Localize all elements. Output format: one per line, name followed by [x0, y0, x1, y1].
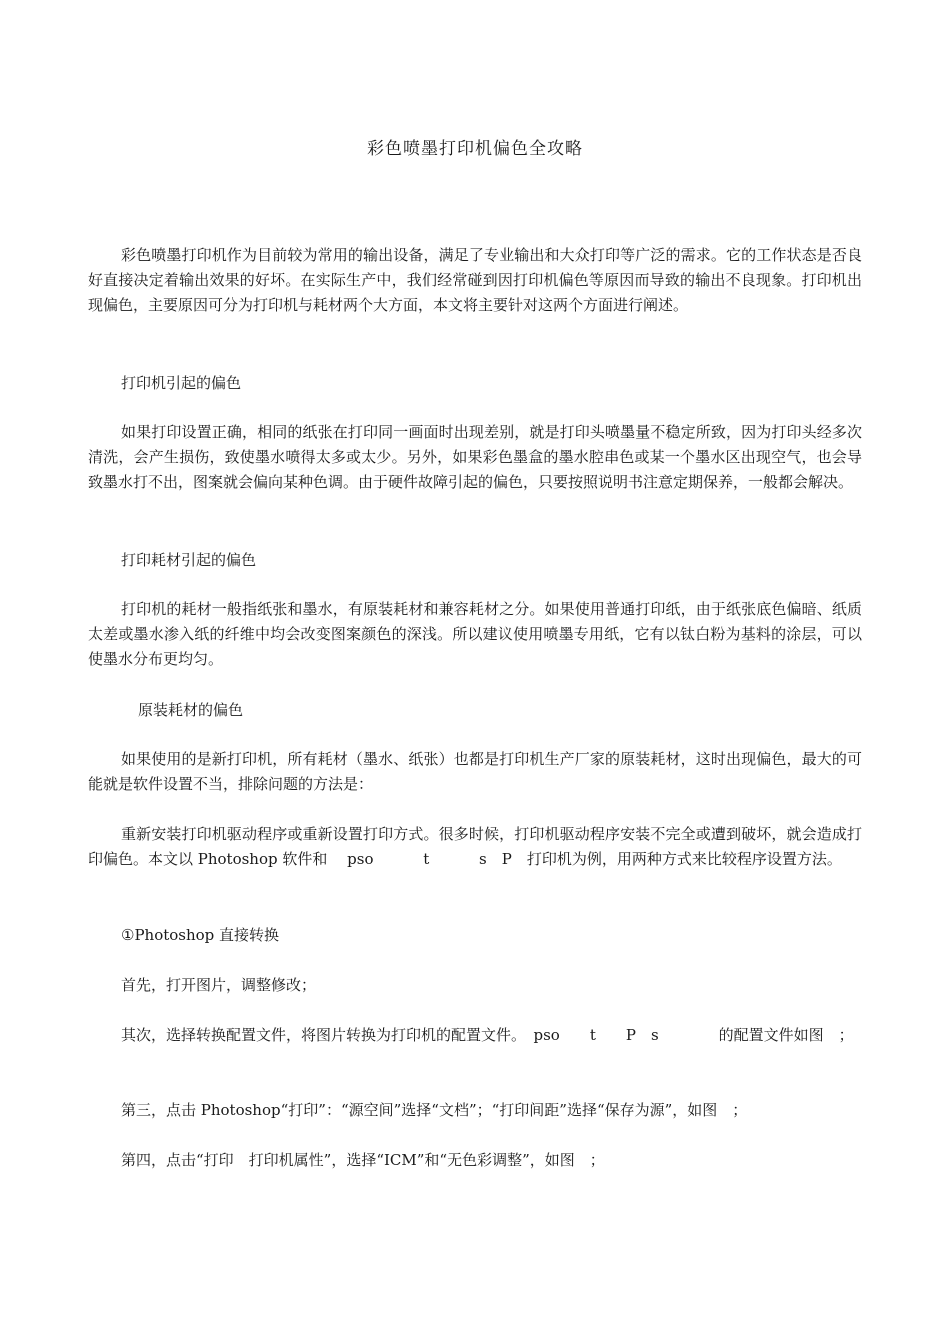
section-body-consumables: 打印机的耗材一般指纸张和墨水，有原装耗材和兼容耗材之分。如果使用普通打印纸，由于纸张底色偏暗、纸质太差或墨水渗入纸的纤维中均会改变图案颜色的深浅。所以建议使用喷墨专用纸，它有以钛白粉为基料的涂层，可以使墨水分布更均匀。 [88, 600, 862, 668]
section-body-printer: 如果打印设置正确，相同的纸张在打印同一画面时出现差别，就是打印头喷墨量不稳定所致，因为打印头经多次清洗，会产生损伤，致使墨水喷得太多或太少。另外，如果彩色墨盒的墨水腔串色或某一个墨水区出现空气，也会导致墨水打不出，图案就会偏向某种色调。由于硬件故障引起的偏色，只要按照说明书注意定期保养，一般都会解决。 [88, 423, 862, 491]
section-heading-original-consumables: 原装耗材的偏色 [138, 701, 244, 719]
method-heading-photoshop: ①Photoshop 直接转换 [121, 926, 280, 944]
intro-paragraph: 彩色喷墨打印机作为目前较为常用的输出设备，满足了专业输出和大众打印等广泛的需求。它的工作状态是否良好直接决定着输出效果的好坏。在实际生产中，我们经常碰到因打印机偏色等原因而导致的输出不良现象。打印机出现偏色，主要原因可分为打印机与耗材两个大方面，本文将主要针对这两个方面进行阐述。 [88, 246, 862, 314]
document-title: 彩色喷墨打印机偏色全攻略 [367, 139, 583, 159]
reinstall-driver-paragraph: 重新安装打印机驱动程序或重新设置打印方式。很多时候，打印机驱动程序安装不完全或遭到破坏，就会造成打印偏色。本文以 Photoshop 软件和 pso t s P 打印机为例，用两种方式来比较程序设置方法。 [88, 825, 862, 868]
step-first: 首先，打开图片，调整修改； [121, 976, 317, 994]
section-heading-consumables: 打印耗材引起的偏色 [121, 551, 257, 569]
section-body-original-consumables: 如果使用的是新打印机，所有耗材（墨水、纸张）也都是打印机生产厂家的原装耗材，这时出现偏色，最大的可能就是软件设置不当，排除问题的方法是： [88, 750, 862, 793]
step-second: 其次，选择转换配置文件，将图片转换为打印机的配置文件。 pso t P s 的配置文件如图 ； [121, 1026, 854, 1044]
step-fourth: 第四，点击“打印 打印机属性”，选择“ICM”和“无色彩调整”，如图 ； [121, 1151, 605, 1169]
step-third: 第三，点击 Photoshop“打印”：“源空间”选择“文档”；“打印间距”选择“保存为源”，如图 ； [121, 1101, 748, 1119]
section-heading-printer: 打印机引起的偏色 [121, 374, 242, 392]
